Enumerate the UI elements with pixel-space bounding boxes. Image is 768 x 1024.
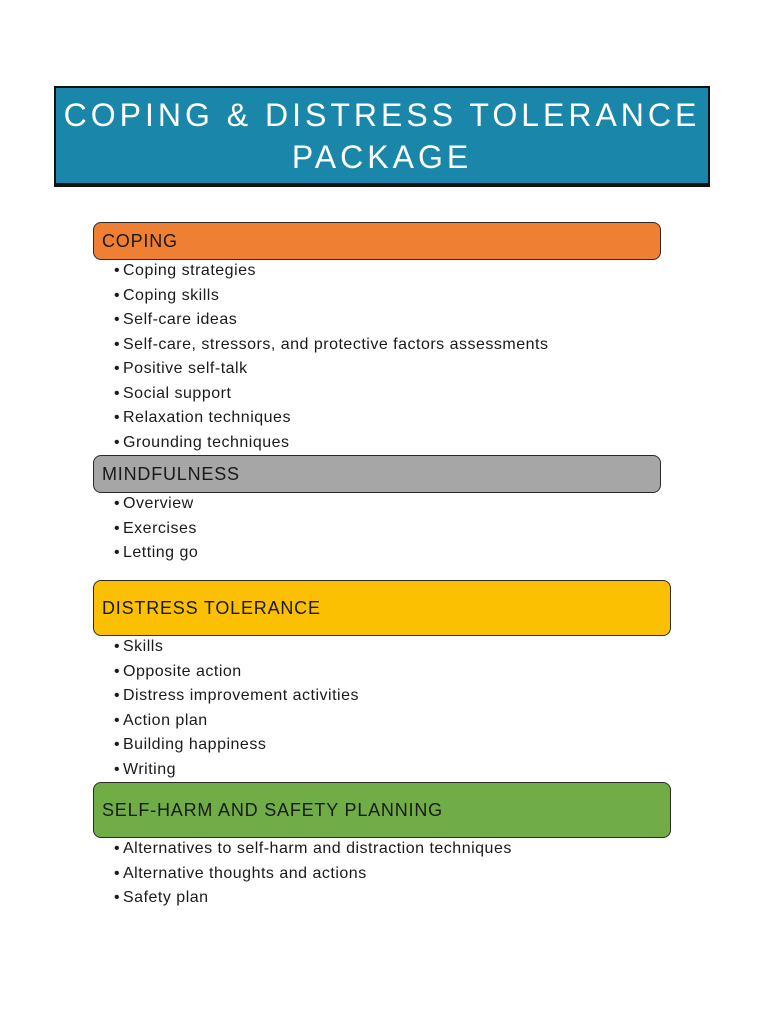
bullet: • <box>114 638 121 655</box>
bullet: • <box>114 544 121 561</box>
section-header-coping: COPING <box>93 222 661 260</box>
bullet: • <box>114 286 121 304</box>
bullet: • <box>114 864 121 882</box>
list-item: • Writing <box>114 758 359 783</box>
bullet: • <box>114 433 121 451</box>
bullet: • <box>114 384 121 402</box>
bullet: • <box>114 360 121 377</box>
list-item: • Alternative thoughts and actions <box>114 862 512 887</box>
bullet: • <box>114 335 121 353</box>
title-banner <box>54 86 710 185</box>
list-item: • Exercises <box>114 517 198 542</box>
self-harm-safety-list <box>114 837 512 911</box>
bullet: • <box>114 495 121 512</box>
list-item: • Alternatives to self-harm and distraction techniques <box>114 837 512 862</box>
list-item: • Building happiness <box>114 733 359 758</box>
list-item: • Action plan <box>114 709 359 734</box>
list-item: • Letting go <box>114 541 198 566</box>
coping-list <box>114 259 548 455</box>
bullet: • <box>114 409 121 426</box>
mindfulness-list <box>114 492 198 566</box>
list-item: • Relaxation techniques <box>114 406 548 431</box>
distress-tolerance-list <box>114 635 359 782</box>
list-item: • Self-care ideas <box>114 308 548 333</box>
bullet: • <box>114 262 121 279</box>
title-line-2: PACKAGE <box>291 138 473 175</box>
title-line-1: COPING & DISTRESS TOLERANCE <box>63 96 701 133</box>
bullet: • <box>114 311 121 328</box>
bullet: • <box>114 760 121 778</box>
bullet: • <box>114 687 121 704</box>
list-item: • Self-care, stressors, and protective factors assessments <box>114 333 548 358</box>
bullet: • <box>114 889 121 906</box>
list-item: • Opposite action <box>114 660 359 685</box>
list-item: • Coping skills <box>114 284 548 309</box>
list-item: • Safety plan <box>114 886 512 911</box>
bullet: • <box>114 519 121 537</box>
bullet: • <box>114 736 121 753</box>
bullet: • <box>114 662 121 680</box>
list-item: • Social support <box>114 382 548 407</box>
section-header-mindfulness: MINDFULNESS <box>93 455 661 493</box>
section-header-self-harm-safety-planning: SELF-HARM AND SAFETY PLANNING <box>93 782 671 838</box>
bullet: • <box>114 711 121 729</box>
list-item: • Distress improvement activities <box>114 684 359 709</box>
list-item: • Skills <box>114 635 359 660</box>
list-item: • Overview <box>114 492 198 517</box>
list-item: • Grounding techniques <box>114 431 548 456</box>
list-item: • Coping strategies <box>114 259 548 284</box>
bullet: • <box>114 840 121 857</box>
list-item: • Positive self-talk <box>114 357 548 382</box>
section-header-distress-tolerance: DISTRESS TOLERANCE <box>93 580 671 636</box>
